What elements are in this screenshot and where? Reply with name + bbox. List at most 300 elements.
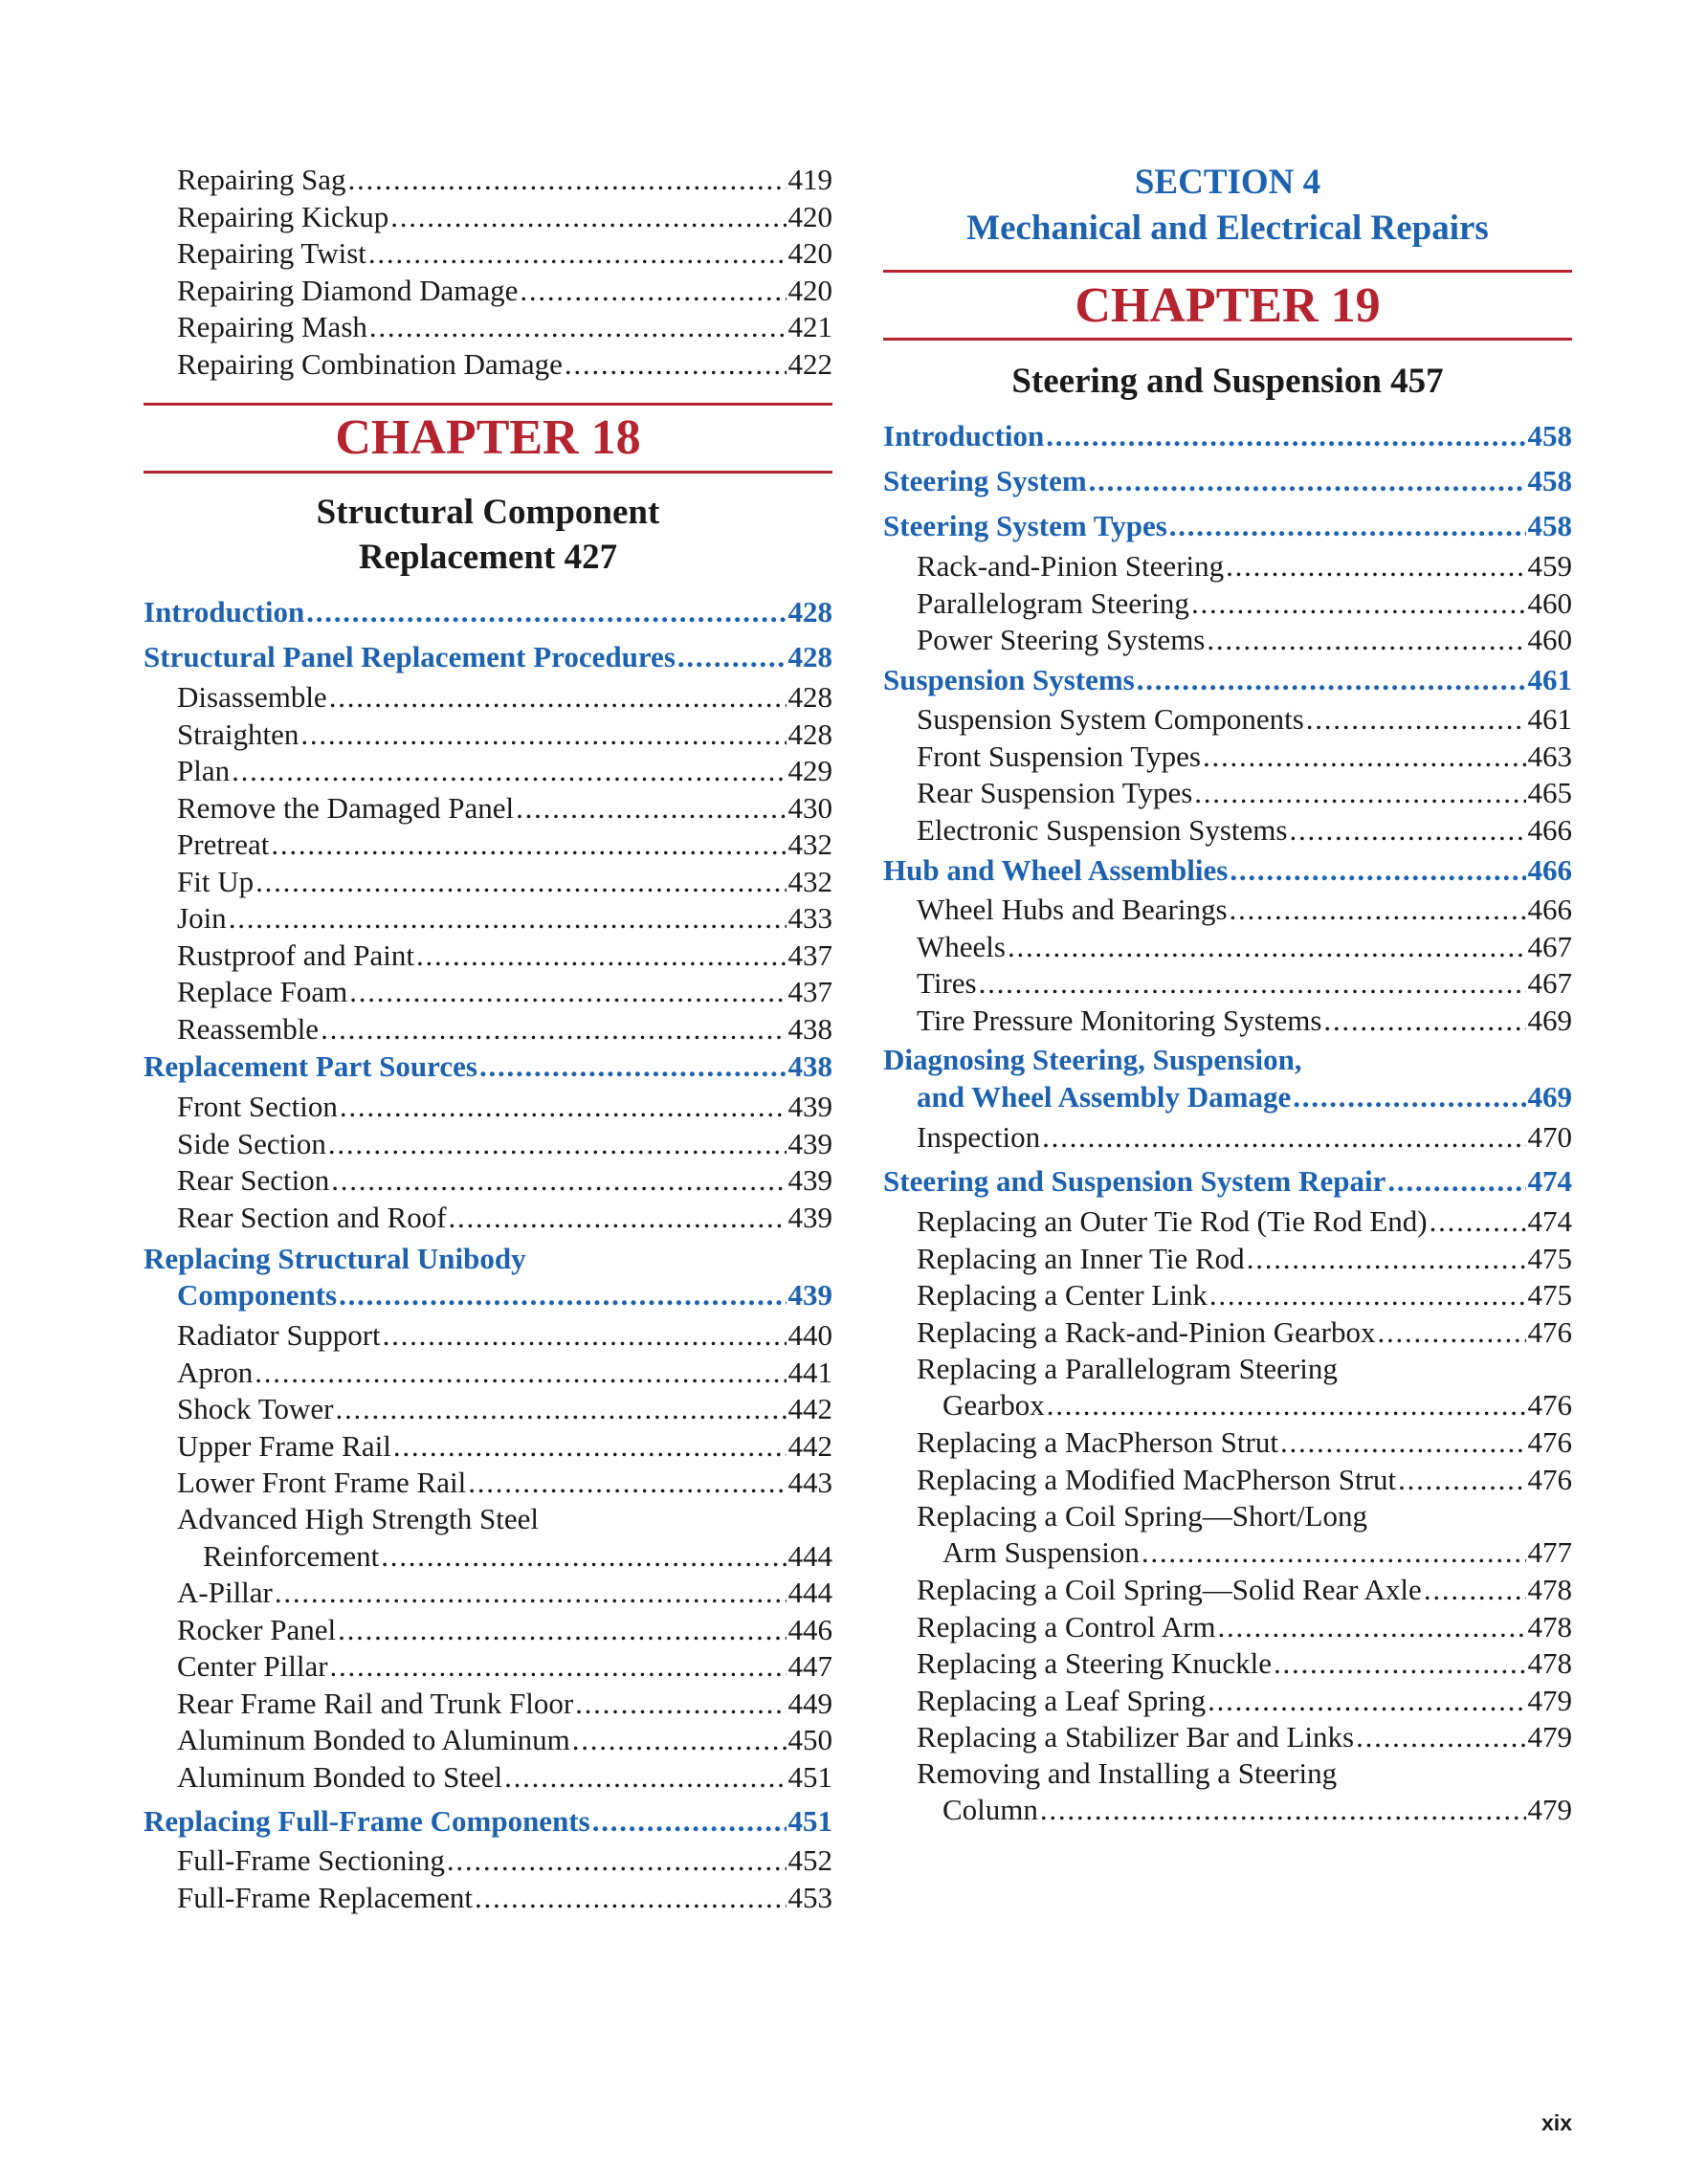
toc-entry[interactable] xyxy=(883,929,1572,965)
dot-leader xyxy=(592,1803,787,1840)
entry-page: 439 xyxy=(787,1278,832,1312)
chapter-18-title-line1: Structural Component xyxy=(316,493,660,532)
entry-page: 444 xyxy=(787,1539,832,1573)
entry-page: 474 xyxy=(1527,1164,1572,1198)
entry-title: Gearbox xyxy=(942,1388,1045,1422)
dot-leader xyxy=(1378,1314,1526,1351)
entry-title: Front Suspension Types xyxy=(917,739,1201,773)
entry-title: Aluminum Bonded to Steel xyxy=(177,1759,503,1794)
dot-leader xyxy=(520,273,786,309)
toc-entry-line1[interactable] xyxy=(883,1498,1572,1534)
entry-title: Upper Frame Rail xyxy=(177,1428,391,1463)
dot-leader xyxy=(390,199,786,235)
dot-leader xyxy=(255,864,786,900)
entry-title: Front Section xyxy=(177,1090,338,1123)
toc-entry[interactable] xyxy=(144,974,832,1010)
entry-page: 447 xyxy=(787,1649,832,1683)
entry-page: 470 xyxy=(1527,1120,1572,1154)
toc-entry[interactable] xyxy=(144,1575,832,1611)
dot-leader xyxy=(1356,1719,1525,1755)
toc-entry[interactable] xyxy=(883,965,1572,1002)
toc-major-replacement-sources[interactable] xyxy=(144,1048,832,1085)
dot-leader xyxy=(575,1686,786,1722)
chapter-divider xyxy=(144,403,832,406)
toc-entry[interactable] xyxy=(144,1355,832,1391)
entry-page: 430 xyxy=(787,790,832,825)
entry-title: Replacing a Coil Spring—Solid Rear Axle xyxy=(917,1573,1422,1606)
entry-title: Replacing a Modified MacPherson Strut xyxy=(917,1462,1397,1496)
entry-page: 465 xyxy=(1527,776,1572,809)
dot-leader xyxy=(340,1089,787,1125)
toc-entry[interactable] xyxy=(144,1200,832,1236)
toc-entry[interactable] xyxy=(883,1609,1572,1645)
dot-leader xyxy=(449,1200,787,1236)
entry-page: 439 xyxy=(787,1090,832,1123)
toc-major-structural-panel[interactable] xyxy=(144,639,832,675)
toc-major-repair[interactable] xyxy=(883,1163,1572,1200)
toc-entry[interactable] xyxy=(883,1792,1572,1828)
toc-major-diagnosing-line1[interactable] xyxy=(883,1042,1572,1078)
toc-entry[interactable] xyxy=(883,1683,1572,1719)
entry-page: 428 xyxy=(787,595,832,629)
toc-entry[interactable] xyxy=(883,892,1572,928)
dot-leader xyxy=(1323,1003,1525,1039)
entry-title: Rear Section and Roof xyxy=(177,1200,447,1234)
toc-entry[interactable] xyxy=(883,775,1572,811)
entry-page: 479 xyxy=(1527,1683,1572,1717)
entry-title: Power Steering Systems xyxy=(917,623,1206,656)
toc-entry[interactable] xyxy=(883,1277,1572,1313)
dot-leader xyxy=(229,900,787,937)
entry-page: 458 xyxy=(1527,509,1572,542)
entry-page: 460 xyxy=(1527,585,1572,620)
dot-leader xyxy=(1430,1203,1526,1240)
entry-title: Replacing an Inner Tie Rod xyxy=(917,1241,1245,1275)
entry-page: 446 xyxy=(787,1612,832,1646)
dot-leader xyxy=(349,974,786,1010)
toc-entry[interactable] xyxy=(144,346,832,383)
toc-entry[interactable] xyxy=(144,1428,832,1465)
toc-major-full-frame[interactable] xyxy=(144,1803,832,1840)
entry-page: 476 xyxy=(1527,1425,1572,1459)
entry-title: Fit Up xyxy=(177,864,255,898)
entry-title: Pretreat xyxy=(177,827,270,861)
entry-title: Replace Foam xyxy=(177,975,348,1008)
entry-page: 419 xyxy=(787,163,832,196)
dot-leader xyxy=(677,639,787,675)
toc-entry[interactable] xyxy=(883,585,1572,622)
entry-title: Suspension Systems xyxy=(883,663,1135,696)
entry-title: Rear Frame Rail and Trunk Floor xyxy=(177,1686,574,1720)
toc-entry-line1[interactable] xyxy=(144,1501,832,1537)
entry-page: 441 xyxy=(787,1355,832,1389)
toc-major-introduction[interactable] xyxy=(144,594,832,630)
toc-major-steering-system[interactable] xyxy=(883,463,1572,499)
entry-page: 474 xyxy=(1527,1204,1572,1238)
entry-title: Suspension System Components xyxy=(917,702,1304,736)
entry-title: Arm Suspension xyxy=(942,1535,1140,1569)
entry-page: 478 xyxy=(1527,1573,1572,1606)
entry-page: 478 xyxy=(1527,1646,1572,1680)
entry-title: Full-Frame Replacement xyxy=(177,1880,474,1914)
dot-leader xyxy=(1169,508,1526,544)
dot-leader xyxy=(416,938,787,974)
toc-entry[interactable] xyxy=(883,1314,1572,1351)
page-number: xix xyxy=(1541,2110,1572,2135)
toc-entry[interactable] xyxy=(883,1119,1572,1156)
toc-entry[interactable] xyxy=(144,1538,832,1575)
entry-page: 451 xyxy=(787,1759,832,1794)
toc-entry[interactable] xyxy=(144,1089,832,1125)
entry-title: Components xyxy=(177,1278,338,1312)
entry-title: Replacing a Control Arm xyxy=(917,1609,1216,1644)
dot-leader xyxy=(1247,1241,1526,1277)
entry-page: 460 xyxy=(1527,623,1572,656)
entry-page: 429 xyxy=(787,754,832,787)
dot-leader xyxy=(1398,1462,1525,1498)
entry-page: 466 xyxy=(1527,812,1572,847)
toc-major-unibody[interactable] xyxy=(144,1277,832,1313)
entry-page: 439 xyxy=(787,1126,832,1160)
entry-title: Shock Tower xyxy=(177,1392,334,1425)
entry-title: Wheels xyxy=(917,929,1006,963)
entry-title: Straighten xyxy=(177,717,299,751)
entry-page: 469 xyxy=(1527,1080,1572,1114)
entry-title: and Wheel Assembly Damage xyxy=(917,1080,1292,1114)
entry-title: Replacing a Coil Spring—Short/Long xyxy=(917,1499,1367,1533)
entry-title: Replacing a Parallelogram Steering xyxy=(917,1352,1338,1385)
toc-entry[interactable] xyxy=(144,1465,832,1501)
toc-entry[interactable] xyxy=(144,1880,832,1916)
toc-entry[interactable] xyxy=(144,1759,832,1796)
toc-entry[interactable] xyxy=(883,701,1572,738)
dot-leader xyxy=(447,1842,787,1879)
entry-title: Replacing a Rack-and-Pinion Gearbox xyxy=(917,1314,1376,1349)
dot-leader xyxy=(1289,812,1525,849)
toc-entry[interactable] xyxy=(144,790,832,827)
toc-entry[interactable] xyxy=(144,273,832,309)
entry-page: 476 xyxy=(1527,1388,1572,1422)
toc-entry[interactable] xyxy=(144,1391,832,1427)
toc-entry[interactable] xyxy=(144,717,832,753)
dot-leader xyxy=(1306,701,1526,738)
toc-entry[interactable] xyxy=(883,1387,1572,1423)
entry-title: Steering System Types xyxy=(883,509,1167,542)
dot-leader xyxy=(338,1612,786,1648)
entry-title: Steering System xyxy=(883,464,1087,497)
dot-leader xyxy=(1040,1792,1526,1828)
entry-page: 458 xyxy=(1527,419,1572,452)
entry-page: 479 xyxy=(1527,1720,1572,1754)
entry-title: Steering and Suspension System Repair xyxy=(883,1164,1386,1198)
entry-title: Rear Suspension Types xyxy=(917,776,1193,809)
toc-entry[interactable] xyxy=(883,1534,1572,1571)
entry-page: 477 xyxy=(1527,1535,1572,1569)
dot-leader xyxy=(339,1277,786,1313)
dot-leader xyxy=(1137,662,1526,698)
toc-major-unibody-line1[interactable] xyxy=(144,1241,832,1277)
dot-leader xyxy=(979,965,1526,1002)
entry-page: 463 xyxy=(1527,739,1572,773)
dot-leader xyxy=(275,1575,787,1611)
toc-entry[interactable] xyxy=(144,753,832,789)
toc-entry[interactable] xyxy=(144,1317,832,1354)
entry-title: A-Pillar xyxy=(177,1576,273,1609)
toc-entry[interactable] xyxy=(883,1572,1572,1608)
entry-page: 469 xyxy=(1527,1003,1572,1037)
dot-leader xyxy=(331,1162,786,1199)
dot-leader xyxy=(328,1126,787,1162)
entry-page: 428 xyxy=(787,717,832,751)
entry-page: 467 xyxy=(1527,929,1572,963)
entry-title: Replacing a Steering Knuckle xyxy=(917,1646,1273,1680)
entry-title: Reassemble xyxy=(177,1011,320,1046)
entry-title: Replacing a Leaf Spring xyxy=(917,1683,1207,1717)
entry-title: Remove the Damaged Panel xyxy=(177,790,515,825)
toc-entry[interactable] xyxy=(144,1686,832,1722)
entry-page: 476 xyxy=(1527,1314,1572,1349)
toc-entry[interactable] xyxy=(144,309,832,345)
toc-entry[interactable] xyxy=(144,199,832,235)
entry-page: 479 xyxy=(1527,1793,1572,1826)
entry-title: Replacing Structural Unibody xyxy=(144,1242,526,1275)
chapter-divider xyxy=(144,471,832,474)
toc-entry-line1[interactable] xyxy=(883,1351,1572,1387)
entry-page: 449 xyxy=(787,1686,832,1720)
dot-leader xyxy=(321,1011,786,1048)
entry-page: 458 xyxy=(1527,464,1572,497)
entry-title: Rear Section xyxy=(177,1163,330,1197)
entry-page: 438 xyxy=(787,1011,832,1046)
entry-page: 438 xyxy=(787,1049,832,1083)
entry-page: 437 xyxy=(787,975,832,1008)
toc-entry[interactable] xyxy=(144,827,832,863)
section-label: SECTION 4 xyxy=(1134,163,1321,202)
entry-title: Diagnosing Steering, Suspension, xyxy=(883,1043,1302,1076)
entry-page: 439 xyxy=(787,1163,832,1197)
dot-leader xyxy=(1207,622,1525,658)
entry-page: 422 xyxy=(787,346,832,381)
dot-leader xyxy=(475,1880,786,1916)
entry-page: 428 xyxy=(787,680,832,714)
dot-leader xyxy=(1387,1163,1525,1200)
dot-leader xyxy=(565,346,787,383)
entry-page: 442 xyxy=(787,1392,832,1425)
toc-entry[interactable] xyxy=(883,739,1572,775)
entry-title: Rack-and-Pinion Steering xyxy=(917,549,1225,583)
dot-leader xyxy=(1208,1683,1525,1719)
toc-entry[interactable] xyxy=(144,235,832,272)
chapter-19-label: CHAPTER 19 xyxy=(1075,278,1381,333)
toc-entry[interactable] xyxy=(883,1203,1572,1240)
toc-entry[interactable] xyxy=(144,1842,832,1879)
entry-page: 478 xyxy=(1527,1609,1572,1644)
entry-title: Join xyxy=(177,901,227,935)
toc-major-suspension-systems[interactable] xyxy=(883,662,1572,698)
entry-title: Lower Front Frame Rail xyxy=(177,1466,467,1499)
entry-title: Full-Frame Sectioning xyxy=(177,1843,445,1877)
dot-leader xyxy=(1218,1609,1526,1645)
toc-entry[interactable] xyxy=(144,679,832,716)
dot-leader xyxy=(1209,1277,1526,1313)
entry-page: 475 xyxy=(1527,1241,1572,1275)
entry-page: 439 xyxy=(787,1200,832,1234)
dot-leader xyxy=(300,717,786,753)
toc-entry-line1[interactable] xyxy=(883,1755,1572,1792)
entry-title: Repairing Combination Damage xyxy=(177,346,563,381)
entry-title: Aluminum Bonded to Aluminum xyxy=(177,1723,570,1756)
entry-title: Center Pillar xyxy=(177,1649,328,1683)
dot-leader xyxy=(1089,463,1526,499)
entry-title: Column xyxy=(942,1793,1038,1826)
dot-leader xyxy=(1293,1079,1525,1115)
entry-title: Repairing Kickup xyxy=(177,199,389,233)
dot-leader xyxy=(1191,585,1526,622)
entry-title: Repairing Diamond Damage xyxy=(177,273,519,307)
toc-entry[interactable] xyxy=(883,1462,1572,1498)
toc-entry[interactable] xyxy=(144,1162,832,1199)
entry-title: Electronic Suspension Systems xyxy=(917,812,1288,847)
toc-entry[interactable] xyxy=(144,1722,832,1758)
toc-entry[interactable] xyxy=(883,812,1572,849)
entry-title: Replacing an Outer Tie Rod (Tie Rod End) xyxy=(917,1204,1428,1238)
entry-title: Plan xyxy=(177,754,231,787)
entry-page: 453 xyxy=(787,1880,832,1914)
dot-leader xyxy=(329,679,787,716)
entry-title: Structural Panel Replacement Procedures xyxy=(144,640,676,673)
toc-entry[interactable] xyxy=(883,548,1572,585)
dot-leader xyxy=(330,1648,787,1685)
chapter-18-title-line2: Replacement 427 xyxy=(358,538,618,577)
toc-entry[interactable] xyxy=(144,162,832,198)
entry-page: 444 xyxy=(787,1576,832,1609)
entry-page: 451 xyxy=(787,1804,832,1838)
toc-entry[interactable] xyxy=(144,1126,832,1162)
entry-page: 440 xyxy=(787,1318,832,1352)
entry-page: 461 xyxy=(1527,663,1572,696)
toc-entry[interactable] xyxy=(883,1424,1572,1461)
chapter-18-label: CHAPTER 18 xyxy=(335,410,641,465)
entry-title: Repairing Mash xyxy=(177,310,367,343)
entry-title: Replacing Full-Frame Components xyxy=(144,1804,590,1838)
dot-leader xyxy=(1203,739,1526,775)
dot-leader xyxy=(1142,1534,1526,1571)
dot-leader xyxy=(516,790,786,827)
entry-title: Introduction xyxy=(883,419,1045,452)
entry-page: 466 xyxy=(1527,853,1572,887)
chapter-19-title: Steering and Suspension 457 xyxy=(1011,362,1444,401)
toc-entry[interactable] xyxy=(883,622,1572,658)
entry-page: 443 xyxy=(787,1466,832,1499)
entry-page: 476 xyxy=(1527,1462,1572,1496)
entry-page: 459 xyxy=(1527,549,1572,583)
entry-page: 432 xyxy=(787,864,832,898)
entry-title: Disassemble xyxy=(177,680,327,714)
entry-title: Removing and Installing a Steering xyxy=(917,1756,1338,1790)
entry-page: 421 xyxy=(787,310,832,343)
dot-leader xyxy=(1230,892,1526,928)
entry-page: 420 xyxy=(787,236,832,270)
toc-entry[interactable] xyxy=(144,864,832,900)
toc-entry[interactable] xyxy=(144,1011,832,1048)
dot-leader xyxy=(1226,548,1525,585)
toc-entry[interactable] xyxy=(883,1719,1572,1755)
entry-page: 475 xyxy=(1527,1278,1572,1312)
dot-leader xyxy=(572,1722,787,1758)
entry-title: Radiator Support xyxy=(177,1318,381,1352)
entry-page: 420 xyxy=(787,273,832,307)
toc-entry[interactable] xyxy=(883,1645,1572,1682)
entry-title: Introduction xyxy=(144,595,305,629)
toc-entry[interactable] xyxy=(144,1648,832,1685)
entry-page: 466 xyxy=(1527,893,1572,926)
dot-leader xyxy=(232,753,786,789)
entry-title: Replacing a Center Link xyxy=(917,1278,1208,1312)
entry-title: Replacing a MacPherson Strut xyxy=(917,1425,1278,1459)
dot-leader xyxy=(1230,852,1525,889)
entry-title: Tire Pressure Monitoring Systems xyxy=(917,1003,1322,1037)
entry-page: 432 xyxy=(787,827,832,861)
entry-title: Replacing a Stabilizer Bar and Links xyxy=(917,1720,1355,1754)
chapter-divider xyxy=(883,270,1572,273)
entry-page: 442 xyxy=(787,1428,832,1463)
toc-major-introduction[interactable] xyxy=(883,418,1572,454)
dot-leader xyxy=(1046,418,1525,454)
dot-leader xyxy=(383,1317,787,1354)
entry-page: 428 xyxy=(787,640,832,673)
dot-leader xyxy=(1008,929,1526,965)
dot-leader xyxy=(306,594,786,630)
toc-entry[interactable] xyxy=(144,938,832,974)
dot-leader xyxy=(1047,1387,1526,1423)
entry-title: Reinforcement xyxy=(203,1539,380,1573)
toc-entry[interactable] xyxy=(144,900,832,937)
dot-leader xyxy=(368,235,787,272)
entry-title: Tires xyxy=(917,966,977,1000)
dot-leader xyxy=(1424,1572,1526,1608)
entry-title: Rustproof and Paint xyxy=(177,938,414,972)
entry-page: 433 xyxy=(787,901,832,935)
chapter-divider xyxy=(883,338,1572,341)
dot-leader xyxy=(271,827,786,863)
entry-title: Inspection xyxy=(917,1120,1041,1154)
toc-major-hub-wheel[interactable] xyxy=(883,852,1572,889)
entry-title: Repairing Sag xyxy=(177,163,346,196)
toc-major-steering-types[interactable] xyxy=(883,508,1572,544)
toc-entry[interactable] xyxy=(883,1003,1572,1039)
entry-title: Hub and Wheel Assemblies xyxy=(883,853,1229,887)
toc-entry[interactable] xyxy=(144,1612,832,1648)
dot-leader xyxy=(335,1391,786,1427)
dot-leader xyxy=(369,309,787,345)
dot-leader xyxy=(479,1048,787,1085)
entry-title: Repairing Twist xyxy=(177,236,366,270)
dot-leader xyxy=(381,1538,786,1575)
toc-entry[interactable] xyxy=(883,1241,1572,1277)
toc-major-diagnosing[interactable] xyxy=(883,1079,1572,1115)
entry-page: 420 xyxy=(787,199,832,233)
entry-title: Replacement Part Sources xyxy=(144,1049,477,1083)
dot-leader xyxy=(348,162,787,198)
entry-title: Parallelogram Steering xyxy=(917,585,1189,620)
dot-leader xyxy=(1042,1119,1525,1156)
entry-page: 452 xyxy=(787,1843,832,1877)
entry-page: 461 xyxy=(1527,702,1572,736)
dot-leader xyxy=(393,1428,787,1465)
entry-page: 467 xyxy=(1527,966,1572,1000)
dot-leader xyxy=(1274,1645,1525,1682)
dot-leader xyxy=(468,1465,786,1501)
